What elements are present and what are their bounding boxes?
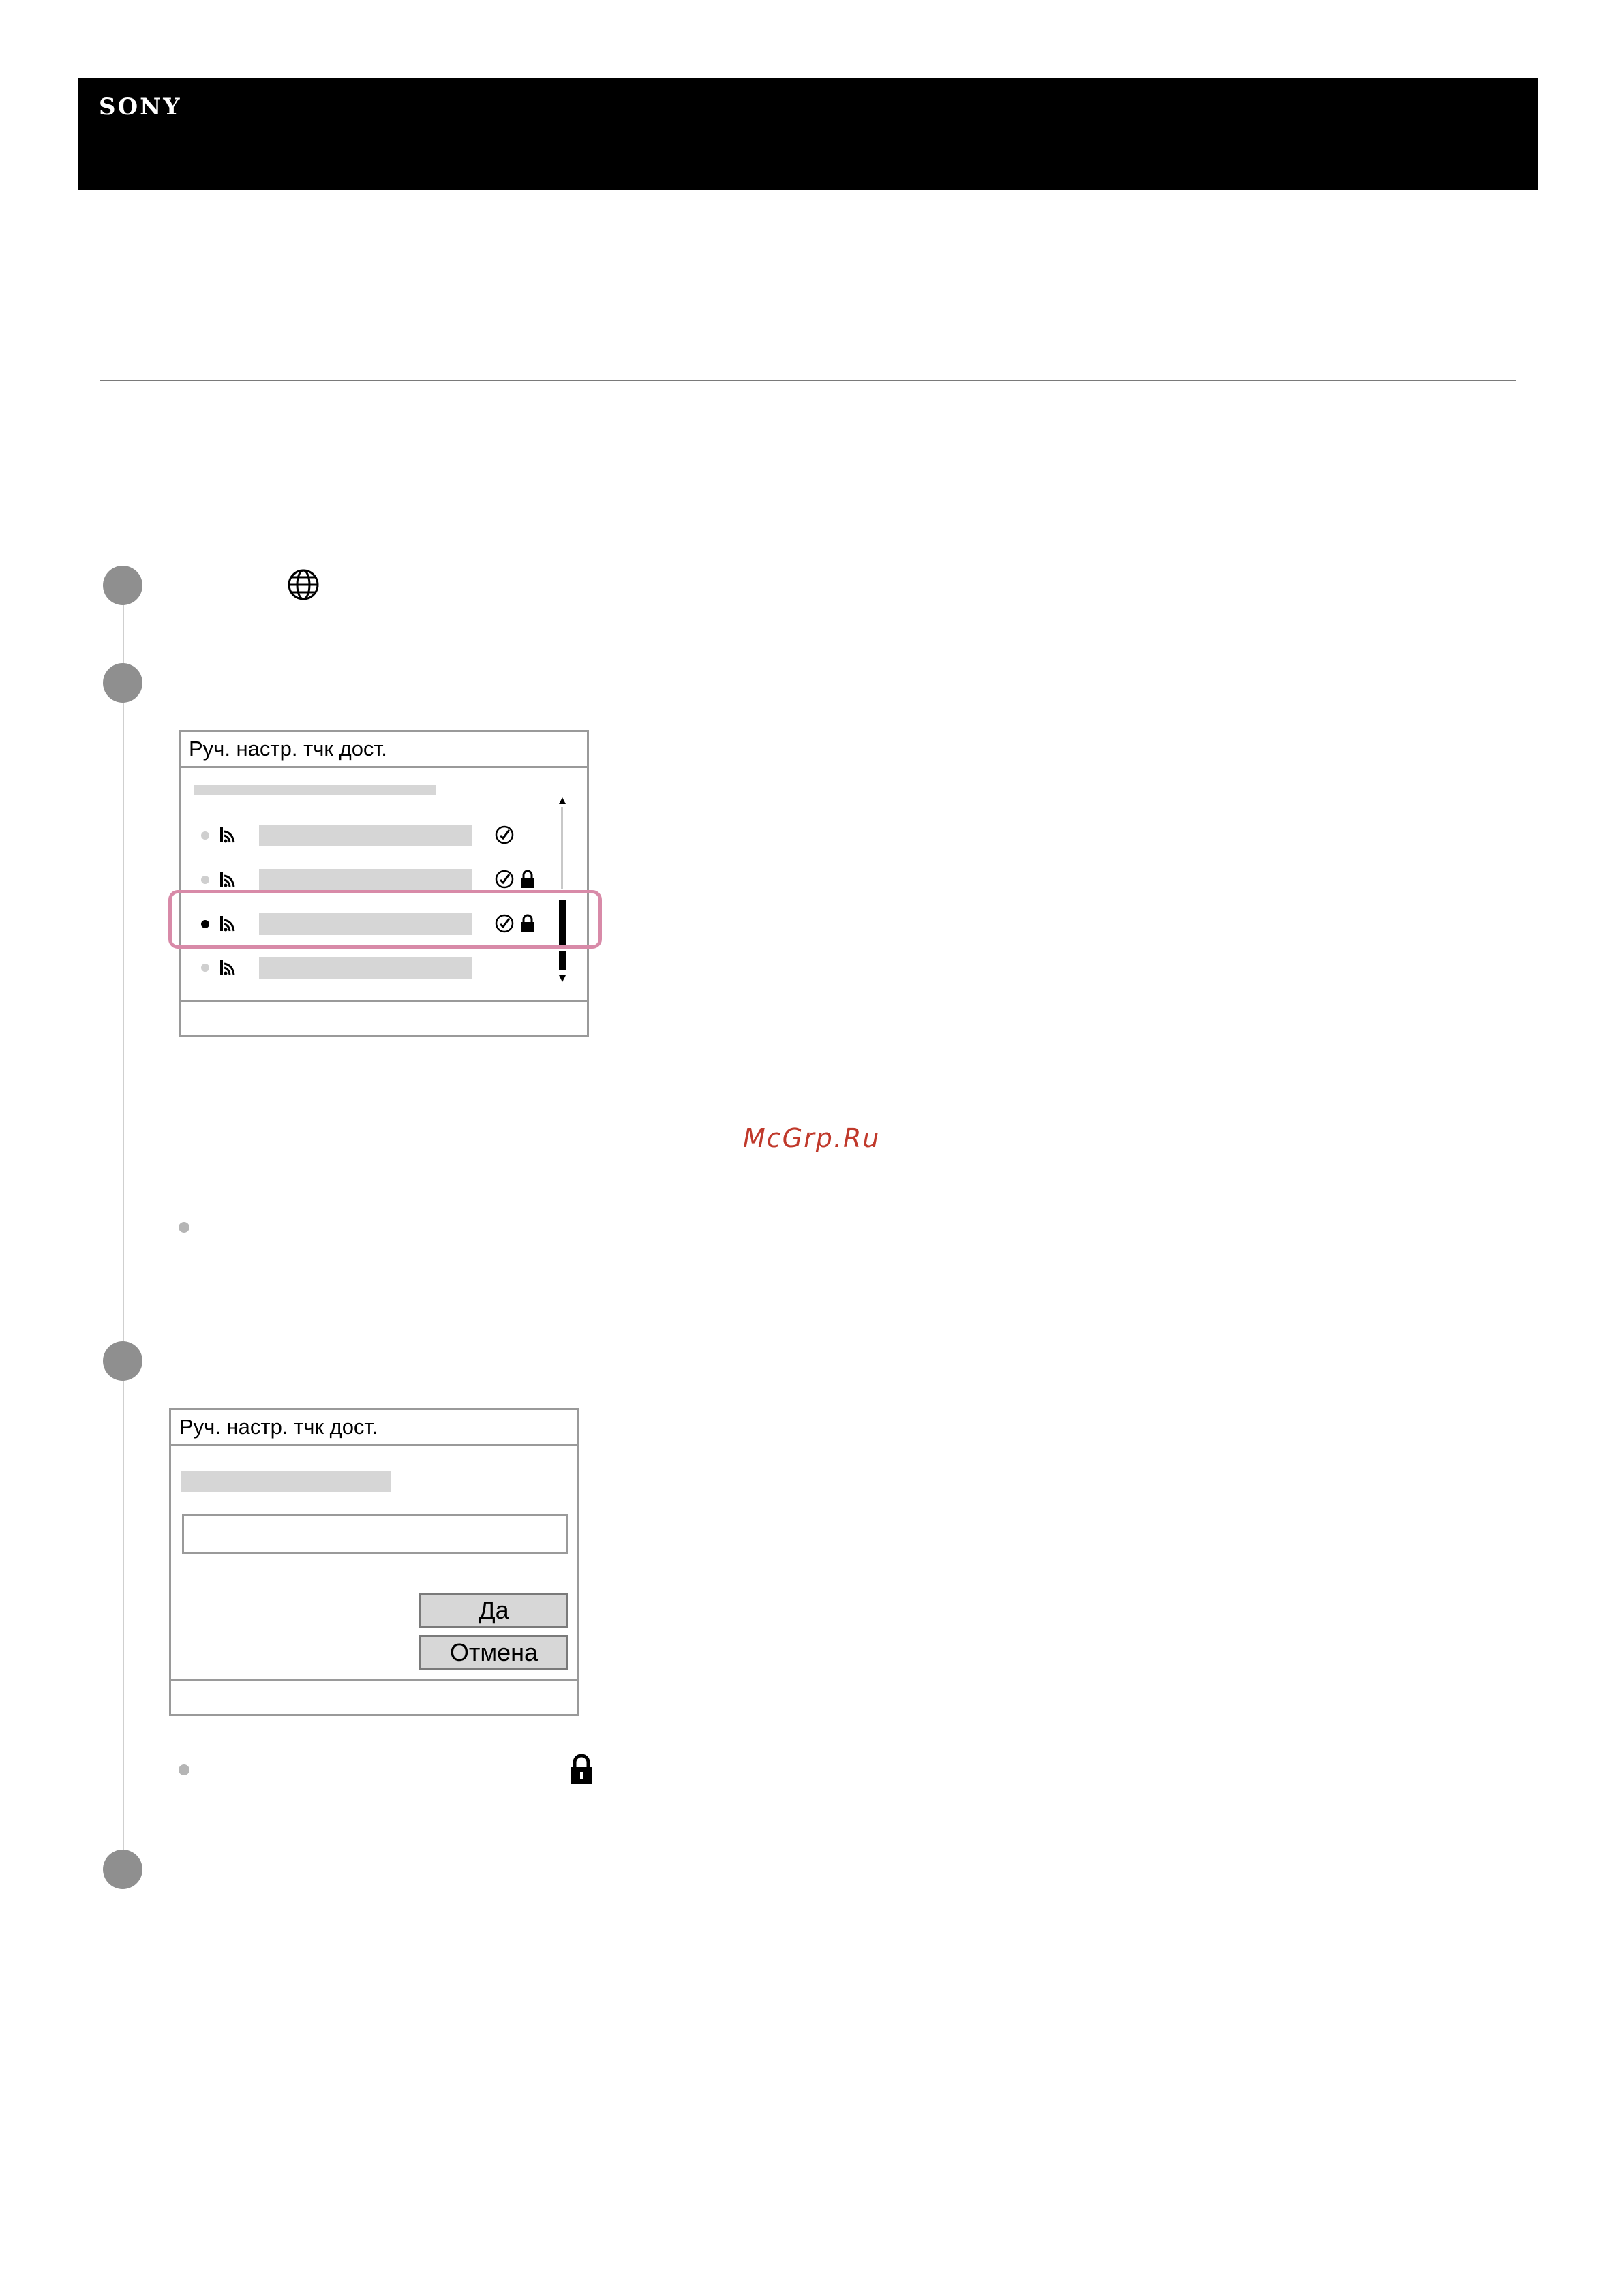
screen-footer [171,1679,577,1714]
selection-dot [201,831,209,840]
title-divider [100,380,1516,381]
ok-button[interactable]: Да [419,1593,568,1628]
note-bullet [179,1222,189,1233]
note-bullet [179,1764,189,1775]
network-name-placeholder [259,957,472,979]
checkmark-icon [494,825,515,845]
checkmark-icon [494,869,515,889]
step-2-marker [103,663,142,703]
scroll-down-arrow-icon[interactable] [558,974,567,983]
steps-timeline [123,586,124,1867]
screen-title: Руч. настр. тчк дост. [171,1410,577,1446]
network-name-placeholder [259,825,472,846]
selection-highlight [168,890,602,949]
wifi-icon [219,825,239,845]
scrollbar-thumb-lower[interactable] [559,951,566,970]
step-1-marker [103,566,142,605]
prompt-placeholder [181,1471,391,1492]
screen-footer [181,1000,587,1035]
lock-icon [520,870,535,889]
globe-icon [286,568,320,602]
scrollbar-track[interactable] [561,807,563,889]
wifi-icon [219,957,239,977]
step-3-marker [103,1341,142,1381]
access-point-list-screen [179,730,589,1037]
sony-logo: SONY [99,93,182,121]
password-input[interactable] [182,1514,568,1554]
screen-title: Руч. настр. тчк дост. [181,732,587,768]
watermark: McGrp.Ru [743,1123,881,1153]
lock-icon [568,1753,594,1786]
wifi-icon [219,869,239,889]
scroll-up-arrow-icon[interactable] [558,796,567,806]
cancel-button[interactable]: Отмена [419,1635,568,1670]
password-entry-screen [169,1408,579,1716]
selection-dot [201,964,209,972]
step-4-marker [103,1850,142,1889]
network-name-placeholder [259,869,472,891]
header-bar [78,78,1538,190]
selection-dot [201,876,209,884]
list-header-placeholder [194,785,436,795]
